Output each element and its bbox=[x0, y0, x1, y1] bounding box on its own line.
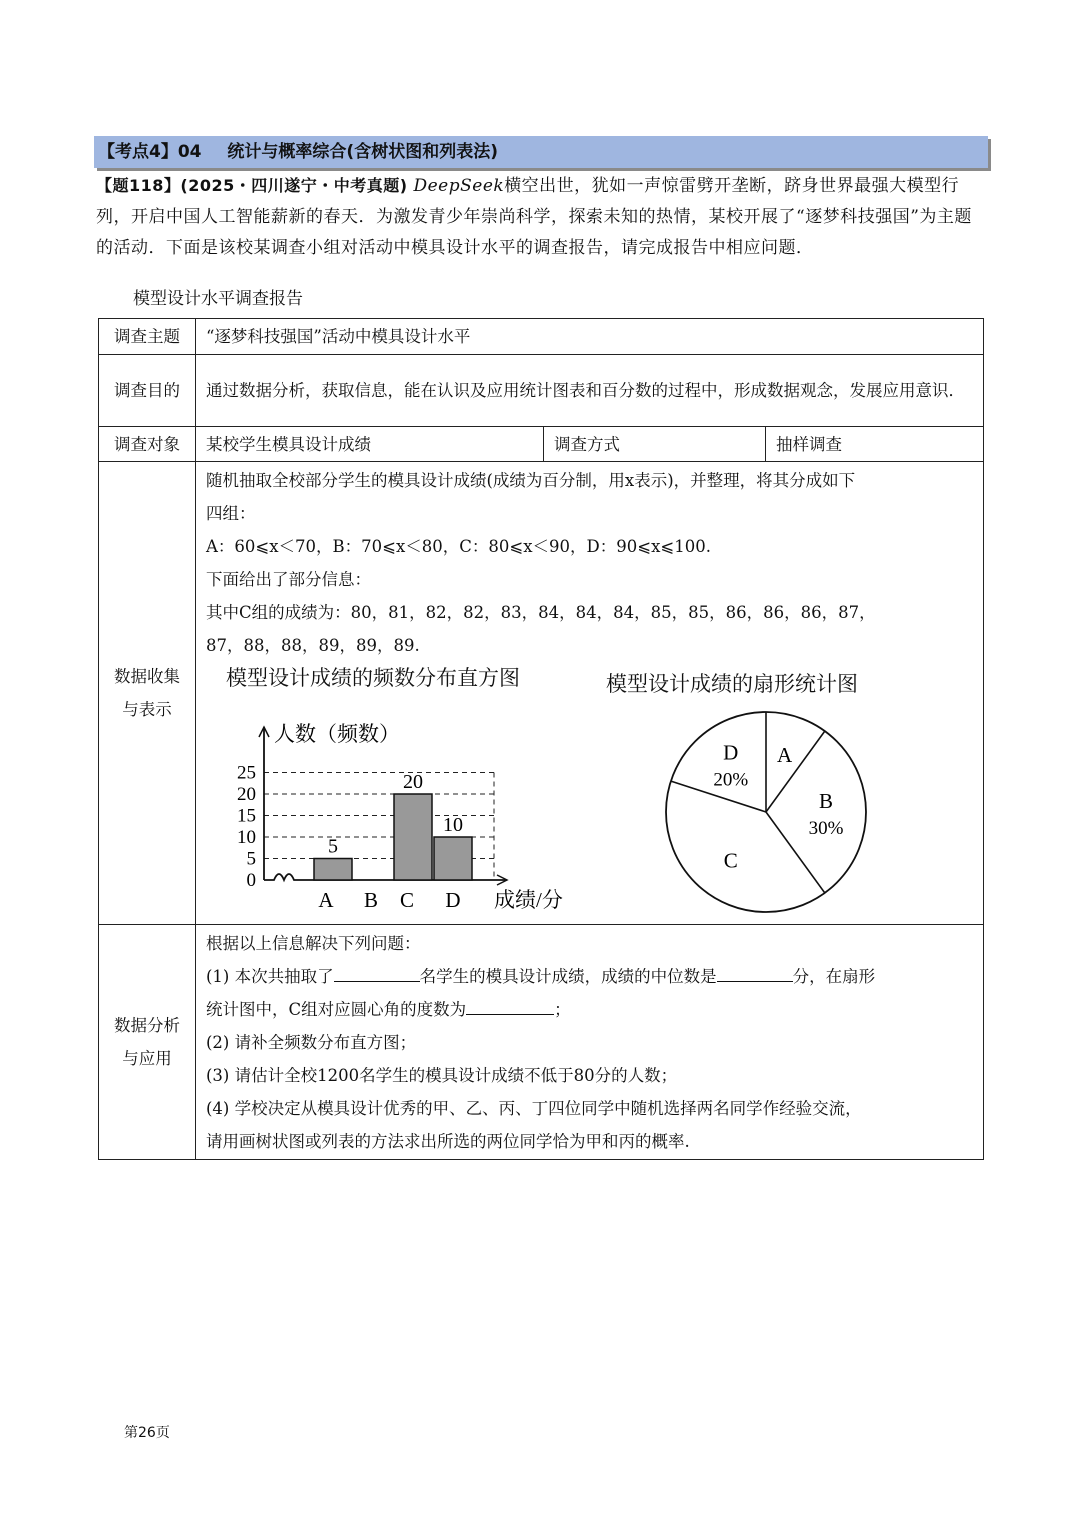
pie-label-D: D bbox=[723, 740, 739, 765]
analysis-q4-line2: 请用画树状图或列表的方法求出所选的两位同学恰为甲和丙的概率. bbox=[206, 1132, 690, 1151]
purpose-label: 调查目的 bbox=[99, 355, 196, 427]
collect-line6: 87，88，88，89，89，89. bbox=[206, 636, 420, 655]
x-tick-label-B: B bbox=[363, 888, 379, 912]
topic-title: 统计与概率综合(含树状图和列表法) bbox=[227, 142, 498, 162]
collect-line2: 四组： bbox=[206, 504, 256, 523]
q1-part-a: (1) 本次共抽取了 bbox=[206, 967, 334, 986]
x-axis-label: 成绩/分 bbox=[494, 888, 563, 912]
y-tick-label: 25 bbox=[237, 762, 256, 784]
collect-label-line1: 数据收集 bbox=[114, 667, 180, 686]
analysis-label-line2: 与应用 bbox=[122, 1049, 172, 1068]
question-body: 横空出世，犹如一声惊雷劈开垄断，跻身世界最强大模型行列，开启中国人工智能薪新的春天．为激发青少年崇尚科学，探索未知的热情，某校开展了“逐梦科技强国”为主题的活动．下面是该校某调查小组对活动中模具设计水平的调查报告，请完成报告中相应问题． bbox=[96, 176, 972, 258]
y-tick-label: 20 bbox=[237, 784, 256, 805]
purpose-value: 通过数据分析，获取信息，能在认识及应用统计图表和百分数的过程中，形成数据观念，发展应用意识． bbox=[196, 355, 984, 427]
data-label-C: 20 bbox=[403, 771, 423, 793]
pie-label-C: C bbox=[723, 848, 738, 873]
y-tick-label: 15 bbox=[237, 805, 256, 827]
topic-header bbox=[94, 136, 988, 168]
analysis-q4-line1: (4) 学校决定从模具设计优秀的甲、乙、丙、丁四位同学中随机选择两名同学作经验交流， bbox=[206, 1099, 862, 1118]
answer-blank-count bbox=[334, 963, 420, 982]
object-value: 某校学生模具设计成绩 bbox=[196, 427, 544, 462]
y-axis-label: 人数（频数） bbox=[274, 722, 400, 746]
answer-blank-angle bbox=[466, 996, 554, 1015]
pie-label-A: A bbox=[776, 742, 793, 767]
pie-chart bbox=[644, 702, 884, 922]
collect-label-line2: 与表示 bbox=[122, 700, 172, 719]
x-tick-label-A: A bbox=[318, 888, 334, 912]
analysis-cell bbox=[196, 925, 984, 1160]
collect-line4: 下面给出了部分信息： bbox=[206, 570, 371, 589]
analysis-label bbox=[99, 925, 196, 1160]
y-tick-label: 0 bbox=[246, 870, 256, 891]
analysis-q2: (2) 请补全频数分布直方图； bbox=[206, 1033, 417, 1052]
data-label-A: 5 bbox=[328, 835, 338, 858]
method-value: 抽样调查 bbox=[766, 427, 984, 462]
x-tick-label-C: C bbox=[399, 888, 415, 912]
analysis-q1-line1 bbox=[206, 960, 973, 993]
charts-area bbox=[206, 662, 973, 924]
question-source: (2025・四川遂宁・中考真题) bbox=[180, 176, 408, 195]
pie-percent-B: 30% bbox=[808, 818, 844, 839]
collect-cell bbox=[196, 462, 984, 925]
topic-code: 【考点4】04 bbox=[98, 142, 202, 162]
report-title: 模型设计水平调查报告 bbox=[133, 289, 303, 309]
collect-line1: 随机抽取全校部分学生的模具设计成绩(成绩为百分制，用x表示)，并整理，将其分成如下 bbox=[206, 471, 856, 490]
page-number: 第26页 bbox=[124, 1425, 170, 1441]
bar-C bbox=[394, 794, 432, 880]
y-tick-label: 5 bbox=[246, 848, 256, 870]
analysis-q3: (3) 请估计全校1200名学生的模具设计成绩不低于80分的人数； bbox=[206, 1066, 678, 1085]
q1-part-b: 名学生的模具设计成绩，成绩的中位数是 bbox=[419, 967, 717, 986]
pie-label-B: B bbox=[818, 789, 834, 813]
histogram-title: 模型设计成绩的频数分布直方图 bbox=[226, 666, 520, 690]
question-number: 【题118】 bbox=[96, 176, 181, 195]
bar-D bbox=[434, 837, 472, 880]
histogram-chart bbox=[212, 692, 592, 922]
analysis-q1-line2 bbox=[206, 993, 973, 1026]
x-tick-label-D: D bbox=[445, 888, 461, 912]
object-label: 调查对象 bbox=[99, 427, 196, 462]
y-tick-label: 10 bbox=[237, 827, 256, 848]
data-label-D: 10 bbox=[443, 814, 463, 836]
pie-percent-D: 20% bbox=[713, 769, 749, 791]
method-label: 调查方式 bbox=[544, 427, 766, 462]
answer-blank-median bbox=[717, 963, 793, 982]
collect-line5: 其中C组的成绩为：80，81，82，82，83，84，84，84，85，85，86，86，86，87， bbox=[206, 603, 876, 622]
q1-part-e: ； bbox=[554, 1000, 571, 1019]
q1-part-c: 分，在扇形 bbox=[792, 967, 876, 986]
topic-label: 调查主题 bbox=[99, 319, 196, 355]
topic-value: “逐梦科技强国”活动中模具设计水平 bbox=[196, 319, 984, 355]
pie-title: 模型设计成绩的扇形统计图 bbox=[606, 672, 858, 696]
brand-name: DeepSeek bbox=[413, 176, 505, 196]
question-text bbox=[96, 170, 984, 264]
analysis-intro: 根据以上信息解决下列问题： bbox=[206, 934, 421, 953]
q1-part-d: 统计图中，C组对应圆心角的度数为 bbox=[206, 1000, 467, 1019]
bar-A bbox=[314, 859, 352, 881]
analysis-label-line1: 数据分析 bbox=[114, 1016, 180, 1035]
collect-label bbox=[99, 462, 196, 925]
report-table bbox=[98, 318, 984, 1160]
collect-line3: A：60⩽x＜70，B：70⩽x＜80，C：80⩽x＜90，D：90⩽x⩽100. bbox=[206, 537, 711, 556]
